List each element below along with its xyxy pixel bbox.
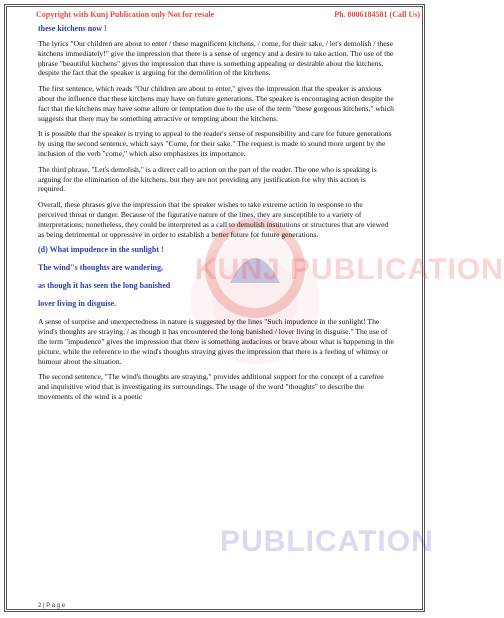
body-paragraph: It is possible that the speaker is trying to appeal to the reader's sense of responsibility and care for future generations by using the second sentence, which says "Come, for their sake." The request is made to sound more urgent by the inclusion of the verb "come," which also emphasizes its importance.	[38, 129, 392, 158]
body-paragraph: A sense of surprise and unexpectedness in nature is suggested by the lines "Such impudence in the sunlight! The wind's thoughts are straying, / as though it has encountered the long banished / lover living in disguise." The use of the term "impudence" gives the impression that there is something audacious or brave about what is happening in the picture, while the reference to the wind's thoughts straying gives the impression that there is a feeling of whimsy or humour about the situation.	[38, 317, 394, 366]
quote-line: The wind"s thoughts are wandering,	[38, 263, 163, 273]
phone-number: Ph. 8006184581 (Call Us)	[334, 10, 420, 19]
watermark-text-upper: KUNJ PUBLICATION	[195, 253, 504, 286]
page-number: 2 | P a g e	[38, 603, 66, 609]
body-paragraph: The second sentence, "The wind's thoughts are straying," provides additional support for the concept of a carefree and inquisitive wind that is investigating its surroundings. The usage of the word "thoughts" to describe the movements of the wind is a poetic	[38, 372, 384, 401]
quote-line: as though it has seen the long banished	[38, 281, 171, 291]
quote-heading: (d) What impudence in the sunlight !	[38, 245, 164, 255]
copyright-header	[36, 4, 420, 20]
body-paragraph: The third phrase, "Let's demolish," is a direct call to action on the part of the reader. The one who is speaking is arguing for the elimination of the kitchens, but they are not providing any justification for why this action is required.	[38, 164, 377, 194]
copyright-notice: Copyright with Kunj Publication only Not for resale	[36, 10, 215, 19]
body-paragraph: The first sentence, which reads "Our children are about to enter," gives the impression that the speaker is anxious about the influence that these kitchens may have on future generations. The speaker is encouraging action despite the fact that the kitchens may have some allure or temptation due to the use of the term "these gorgeous kitchens," which suggests that there may be something attractive or tempting about the kitchens.	[38, 84, 394, 123]
body-paragraph: The lyrics "Our children are about to enter / these magnificent kitchens, / come, for their sake, / let's demolish / these kitchens immediately!" give the impression that there is a sense of urgency and a desire to take action. The use of the phrase "beautiful kitchens" gives the impression that there is something appealing or desirable about the kitchens, despite the fact that the speaker is arguing for the demolition of the kitchens.	[38, 39, 394, 78]
body-paragraph: Overall, these phrases give the impression that the speaker wishes to take extreme action in response to the perceived threat or danger. Because of the figurative nature of the lines, they are susceptible to a variety of interpretations; nonetheless, they could be interpreted as a call to demolish institutions or structures that are viewed as being detrimental or oppressive in order to establish a better future for future generations.	[38, 200, 389, 239]
quote-line: lover living in disguise.	[38, 299, 117, 309]
section-heading-continued: these kitchens now !	[38, 24, 107, 33]
page-content	[36, 4, 420, 408]
watermark-text-lower: PUBLICATION	[220, 525, 434, 558]
